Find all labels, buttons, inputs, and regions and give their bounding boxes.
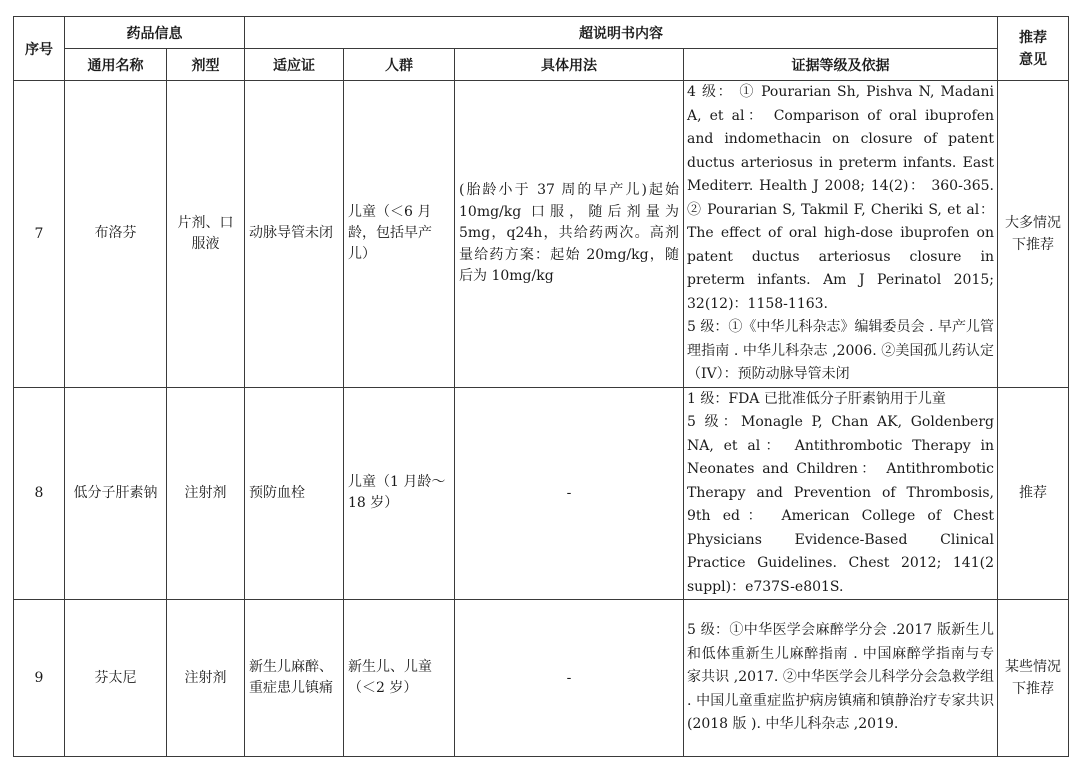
- header-row-1: [14, 17, 1069, 49]
- row-seq: 8: [14, 387, 65, 600]
- header-recommend: [998, 17, 1069, 81]
- row-usage: (胎龄小于 37 周的早产儿)起始 10mg/kg 口服，随后剂量为 5mg，q24h，共给药两次。高剂量给药方案：起始 20mg/kg，随后为 10mg/kg: [455, 81, 684, 388]
- header-usage: 具体用法: [455, 49, 684, 81]
- header-seq: 序号: [14, 17, 65, 81]
- row-drug-name: 低分子肝素钠: [65, 387, 167, 600]
- row-recommendation: 某些情况下推荐: [998, 600, 1069, 757]
- row-indication: 新生儿麻醉、重症患儿镇痛: [245, 600, 344, 757]
- row-drug-name: 芬太尼: [65, 600, 167, 757]
- row-seq: 9: [14, 600, 65, 757]
- table-row: [14, 387, 1069, 600]
- header-recommend-line-1: 推荐: [1019, 29, 1047, 46]
- row-drug-name: 布洛芬: [65, 81, 167, 388]
- row-usage: -: [455, 387, 684, 600]
- header-dosage-form: 剂型: [167, 49, 245, 81]
- header-off-label: 超说明书内容: [245, 17, 998, 49]
- row-population: 新生儿、儿童（＜2 岁）: [344, 600, 455, 757]
- row-indication: 动脉导管未闭: [245, 81, 344, 388]
- header-population: 人群: [344, 49, 455, 81]
- row-population: 儿童（1 月龄～ 18 岁）: [344, 387, 455, 600]
- row-evidence: 5 级：①中华医学会麻醉学分会 .2017 版新生儿和低体重新生儿麻醉指南 . 中国麻醉学指南与专家共识 ,2017. ②中华医学会儿科学分会急救学组 . 中国儿童重症监护病房镇痛和镇静治疗专家共识 (2018 版 ). 中华儿科杂志 ,2019.: [684, 600, 998, 757]
- row-recommendation: 大多情况下推荐: [998, 81, 1069, 388]
- header-row-2: [14, 49, 1069, 81]
- table-container: [13, 16, 1069, 757]
- row-dosage-form: 片剂、口服液: [167, 81, 245, 388]
- table-row: [14, 600, 1069, 757]
- header-indication: 适应证: [245, 49, 344, 81]
- row-dosage-form: 注射剂: [167, 387, 245, 600]
- row-indication: 预防血栓: [245, 387, 344, 600]
- row-usage: -: [455, 600, 684, 757]
- header-evidence: 证据等级及依据: [684, 49, 998, 81]
- header-recommend-line-2: 意见: [1019, 51, 1047, 68]
- row-recommendation: 推荐: [998, 387, 1069, 600]
- row-population: 儿童（＜6 月龄，包括早产儿）: [344, 81, 455, 388]
- row-seq: 7: [14, 81, 65, 388]
- row-evidence: 4 级： ① Pourarian Sh, Pishva N, Madani A, et al： Comparison of oral ibuprofen and indomethacin on closure of patent ductus arteriosus in preterm infants. East Mediterr. Health J 2008; 14(2)： 360-365. ② Pourarian S, Takmil F, Cheriki S, et al： The effect of oral high-dose ibuprofen on patent ductus arteriosus closure in preterm infants. Am J Perinatol 2015; 32(12)：1158-1163. 5 级：①《中华儿科杂志》编辑委员会 . 早产儿管理指南 . 中华儿科杂志 ,2006. ②美国孤儿药认定（IV）：预防动脉导管未闭: [684, 81, 998, 388]
- table-row: [14, 81, 1069, 388]
- off-label-drug-table: [13, 16, 1069, 757]
- header-generic-name: 通用名称: [65, 49, 167, 81]
- header-drug-info: 药品信息: [65, 17, 245, 49]
- row-dosage-form: 注射剂: [167, 600, 245, 757]
- row-evidence: 1 级：FDA 已批准低分子肝素钠用于儿童 5 级：Monagle P, Chan AK, Goldenberg NA, et al： Antithrombotic Therapy in Neonates and Children： Antithrombotic Therapy and Prevention of Thrombosis, 9th ed： American College of Chest Physicians Evidence-Based Clinical Practice Guidelines. Chest 2012; 141(2 suppl)：e737S-e801S.: [684, 387, 998, 600]
